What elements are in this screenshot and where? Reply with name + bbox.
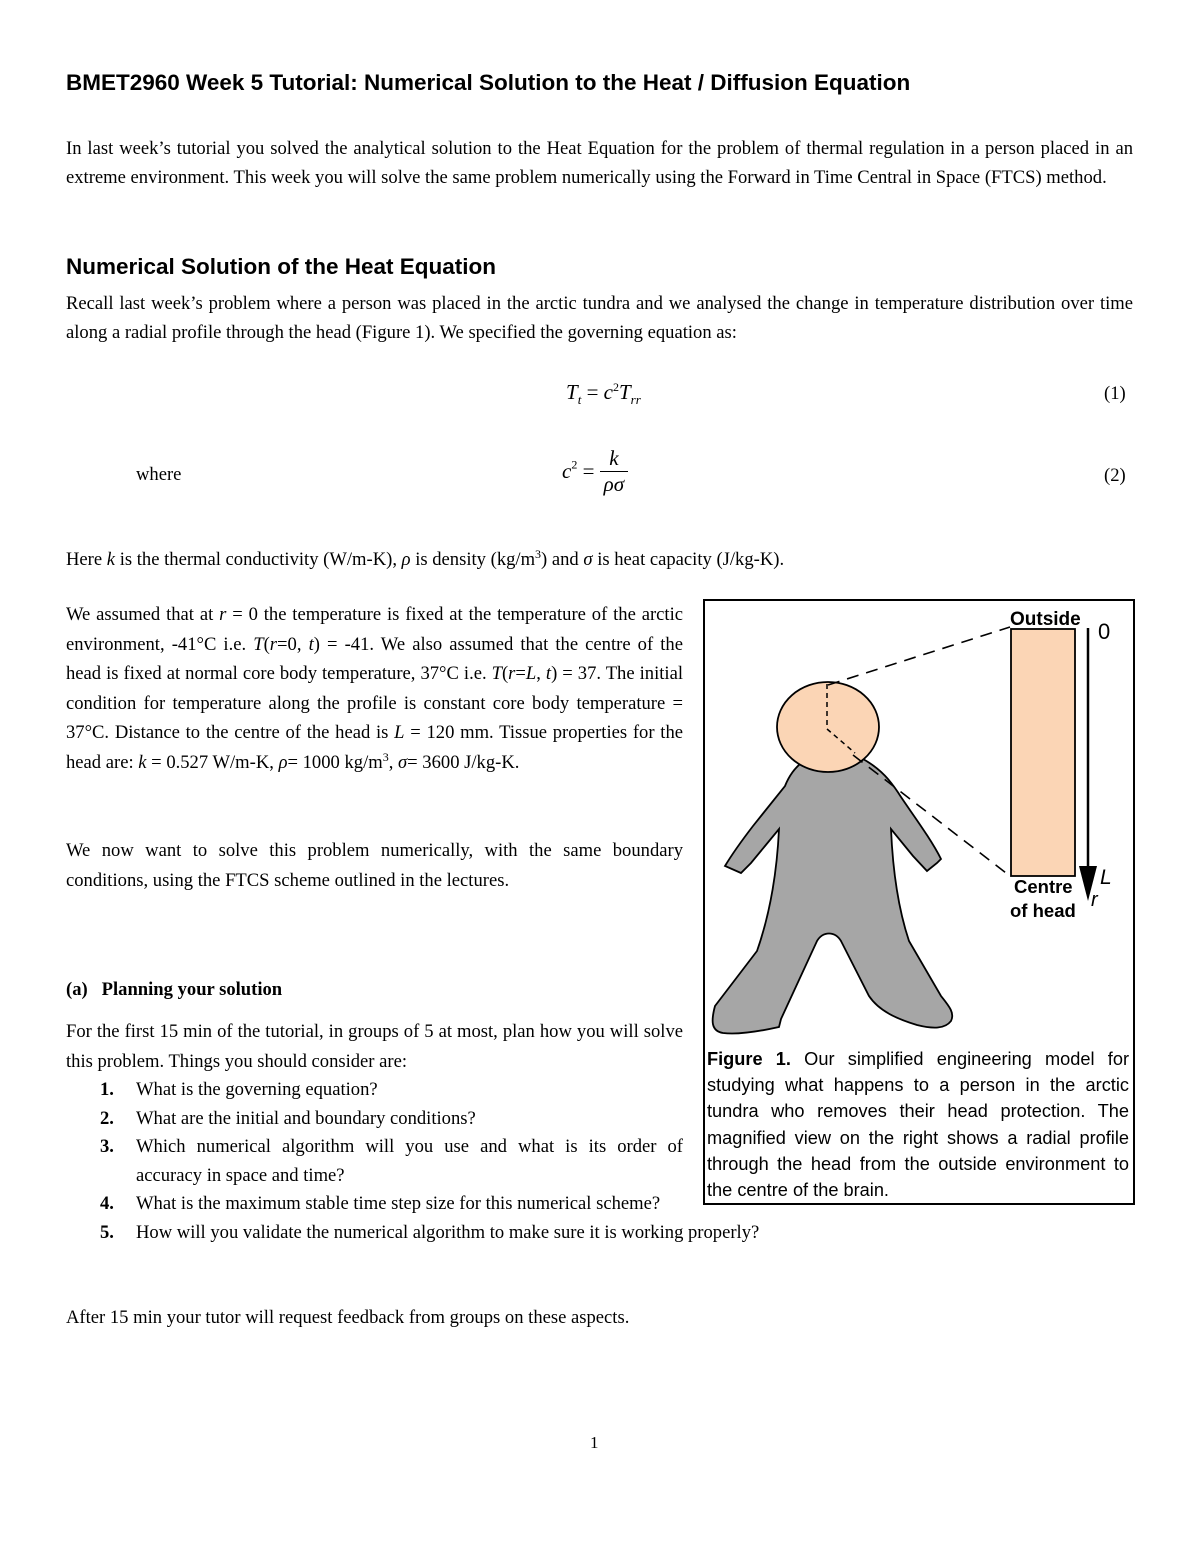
zero-label: 0 xyxy=(1098,619,1111,644)
equation-2-label: (2) xyxy=(1104,465,1126,486)
list-item: 1. What is the governing equation? xyxy=(100,1079,378,1100)
list-item: 5. How will you validate the numerical algorithm to make sure it is working properly? xyxy=(100,1221,760,1243)
r-label: r xyxy=(1091,889,1098,911)
now-solve-paragraph: We now want to solve this problem numerically, with the same boundary conditions, using the FTCS scheme outlined in the lectures. xyxy=(66,840,683,891)
equation-1: $T_t = c^2T_{rr}$ xyxy=(566,380,641,408)
figure-caption: Figure 1. Our simplified engineering model for studying what happens to a person in the arctic tundra who removes their head protection. The magnified view on the right shows a radial profile through the head from the outside environment to the centre of the brain. xyxy=(707,1049,1129,1201)
person-body xyxy=(713,753,953,1034)
recall-paragraph: Recall last week’s problem where a person was placed in the arctic tundra and we analysed the change in temperature distribution over time along a radial profile through the head (Figure 1). We specified the governing equation as: xyxy=(66,293,1133,343)
centre-label: Centre xyxy=(1014,876,1073,897)
list-item: 2. What are the initial and boundary conditions? xyxy=(100,1107,476,1129)
feedback-paragraph: After 15 min your tutor will request feedback from groups on these aspects. xyxy=(66,1307,630,1328)
document-title: BMET2960 Week 5 Tutorial: Numerical Solution to the Heat / Diffusion Equation xyxy=(66,70,911,95)
tissue-profile-bar xyxy=(1011,629,1075,876)
fraction-k-over-rho-sigma: $\frac{k}{\rho\sigma}$ xyxy=(600,446,628,497)
list-item: 4. What is the maximum stable time step size for this numerical scheme? xyxy=(100,1193,661,1214)
of-head-label: of head xyxy=(1010,900,1076,921)
figure-1-illustration xyxy=(705,601,1133,1046)
list-item: 3. Which numerical algorithm will you use and what is its order of accuracy in space and time? xyxy=(100,1136,683,1186)
magnify-line-top xyxy=(828,627,1010,685)
person-head xyxy=(777,682,879,772)
assumptions-paragraph: We assumed that at r = 0 the temperature is fixed at the temperature of the arctic environment, -41°C i.e. T(r=0, t) = -41. We also assumed that the centre of the head is fixed at normal core body temperature, 37°C i.e. T(r=L, t) = 37. The initial condition for temperature along the profile is constant core body temperature = 37°C. Distance to the centre of the head is L = 120 mm. Tissue properties for the head are: k = 0.527 W/m-K, ρ= 1000 $kg/m^3$, σ= 3600 J/kg-K. xyxy=(66,604,684,773)
section-heading: Numerical Solution of the Heat Equation xyxy=(66,254,497,279)
where-label: where xyxy=(136,464,182,485)
page-number: 1 xyxy=(590,1433,599,1452)
plan-intro-paragraph: For the first 15 min of the tutorial, in groups of 5 at most, plan how you will solve this problem. Things you should consider are: xyxy=(66,1021,683,1072)
equation-1-label: (1) xyxy=(1104,383,1126,404)
L-label: L xyxy=(1100,866,1112,889)
figure-1 xyxy=(703,599,1135,1205)
outside-label: Outside xyxy=(1010,609,1081,630)
definitions-paragraph: Here k is the thermal conductivity (W/m-K), ρ is density $(kg/m^3)$ and σ is heat capacity (J/kg-K). xyxy=(66,546,785,570)
part-a-heading: (a) Planning your solution xyxy=(66,979,283,1000)
intro-paragraph: In last week’s tutorial you solved the analytical solution to the Heat Equation for the problem of thermal regulation in a person placed in an extreme environment. This week you will solve the same problem numerically using the Forward in Time Central in Space (FTCS) method. xyxy=(66,138,1133,188)
equation-2: $c^2$ = $\frac{k}{\rho\sigma}$ xyxy=(562,446,628,497)
